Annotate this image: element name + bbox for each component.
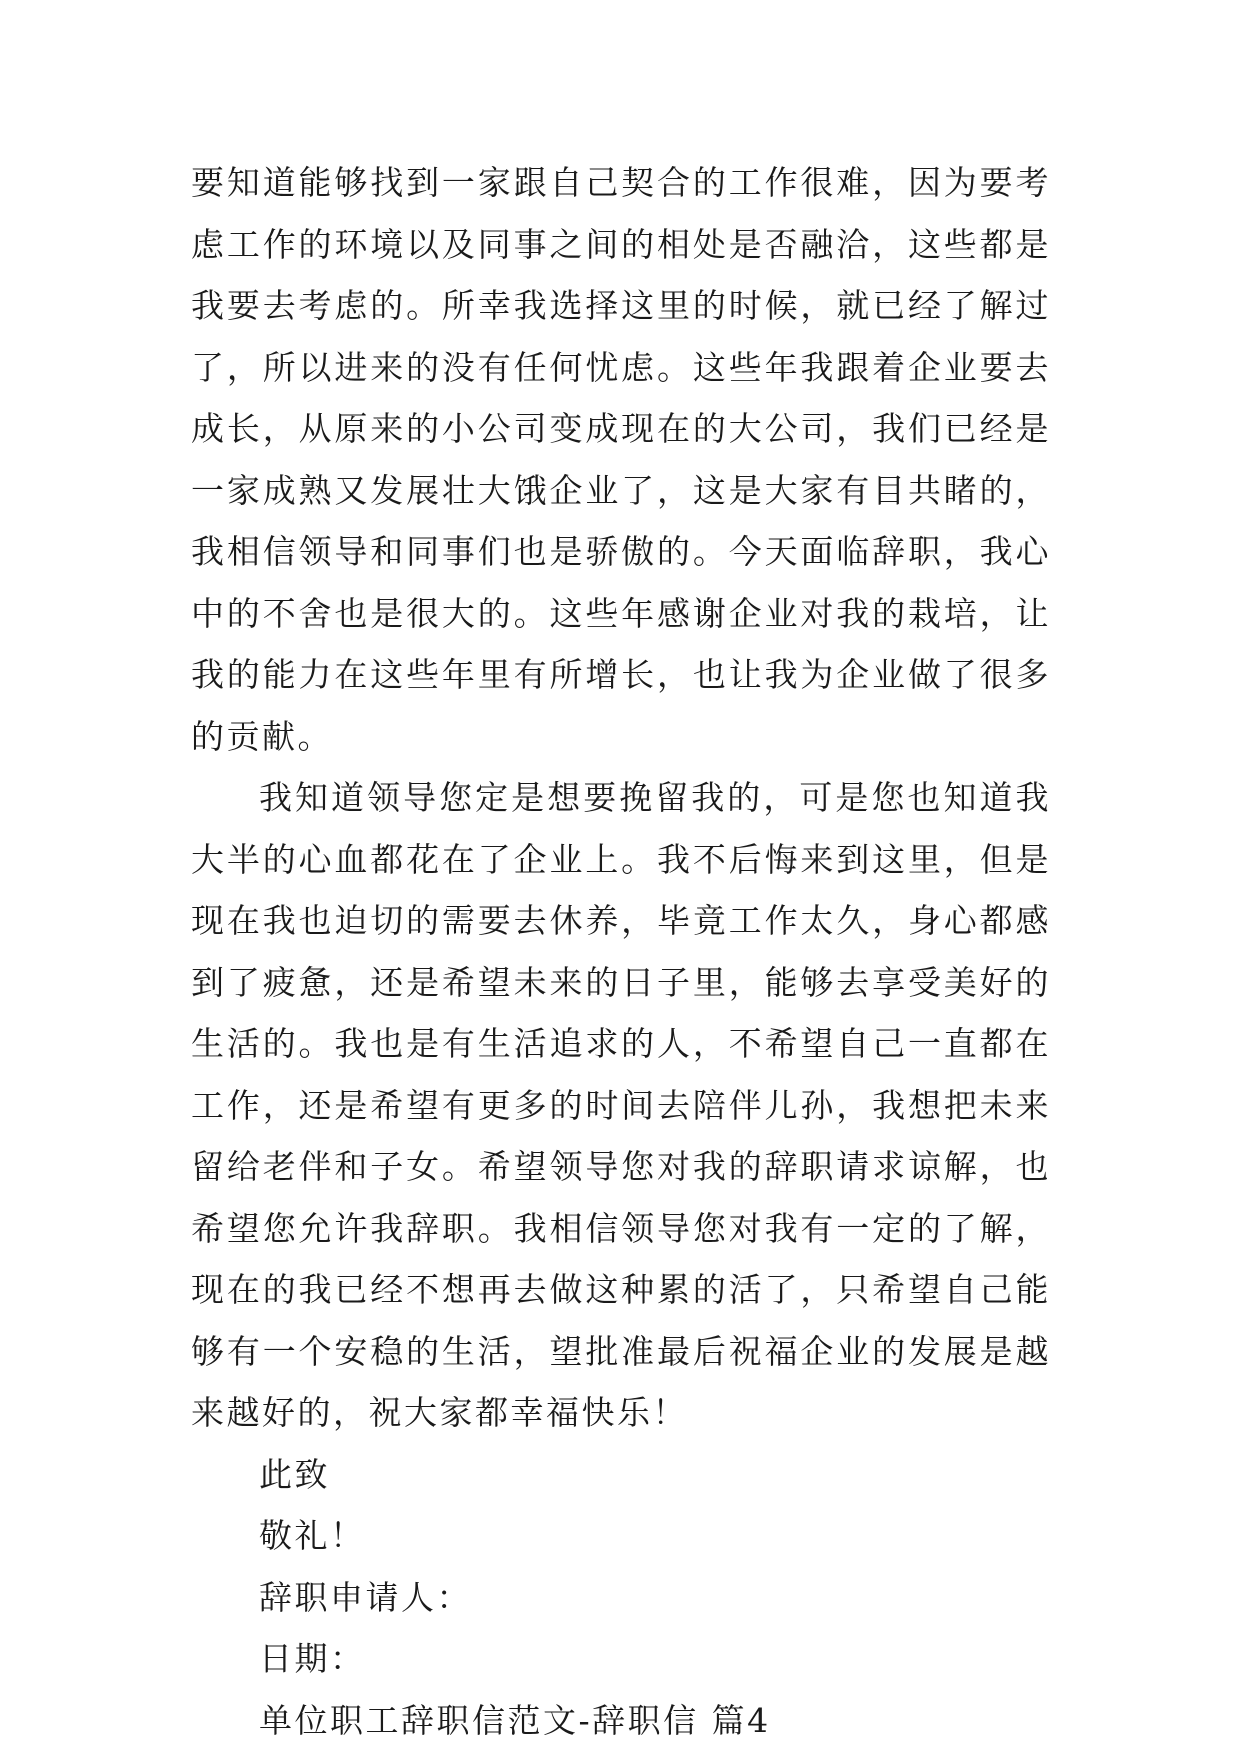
closing-regards: 敬礼！	[259, 1516, 366, 1555]
date-label: 日期：	[259, 1639, 366, 1678]
body-paragraph-1: 要知道能够找到一家跟自己契合的工作很难，因为要考虑工作的环境以及同事之间的相处是否融洽，这些都是我要去考虑的。所幸我选择这里的时候，就已经了解过了，所以进来的没有任何忧虑。这些年我跟着企业要去成长，从原来的小公司变成现在的大公司，我们已经是一家成熟又发展壮大饿企业了，这是大家有目共睹的，我相信领导和同事们也是骄傲的。今天面临辞职，我心中的不舍也是很大的。这些年感谢企业对我的栽培，让我的能力在这些年里有所增长，也让我为企业做了很多的贡献。	[191, 163, 1051, 756]
document-body	[191, 152, 1051, 1751]
next-section-title: 单位职工辞职信范文-辞职信 篇4	[259, 1700, 771, 1740]
applicant-label: 辞职申请人：	[259, 1577, 472, 1617]
body-paragraph-2: 我知道领导您定是想要挽留我的，可是您也知道我大半的心血都花在了企业上。我不后悔来到这里，但是现在我也迫切的需要去休养，毕竟工作太久，身心都感到了疲惫，还是希望未来的日子里，能够去享受美好的生活的。我也是有生活追求的人，不希望自己一直都在工作，还是希望有更多的时间去陪伴儿孙，我想把未来留给老伴和子女。希望领导您对我的辞职请求谅解，也希望您允许我辞职。我相信领导您对我有一定的了解，现在的我已经不想再去做这种累的活了，只希望自己能够有一个安稳的生活，望批准最后祝福企业的发展是越来越好的，祝大家都幸福快乐！	[191, 778, 1051, 1432]
closing-salutation: 此致	[259, 1454, 330, 1494]
